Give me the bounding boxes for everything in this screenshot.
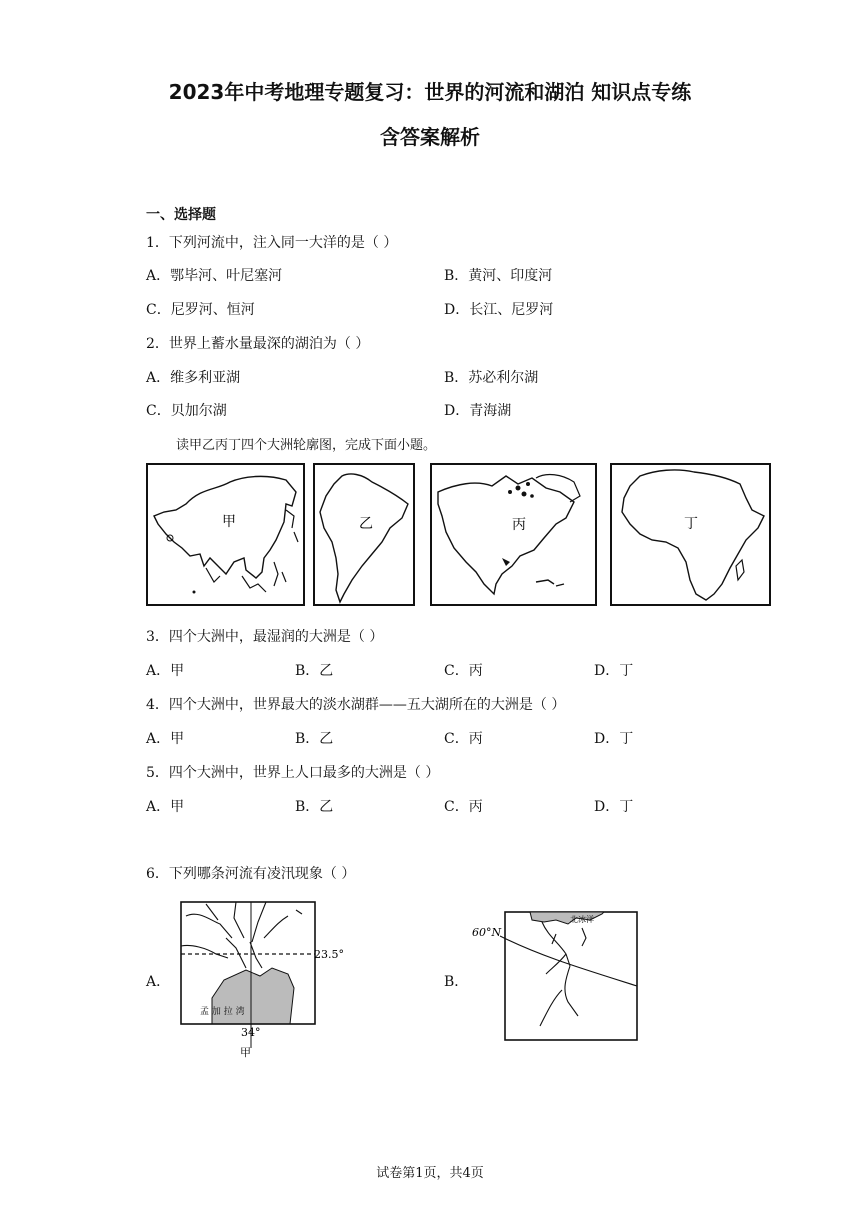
q2-option-a[interactable]: A．维多利亚湖 xyxy=(146,370,241,386)
map-b-latitude-label: 60°N xyxy=(472,926,502,939)
q1-option-c[interactable]: C．尼罗河、恒河 xyxy=(146,302,255,318)
map-option-a-ganges xyxy=(176,898,366,1063)
q4-option-a[interactable]: A．甲 xyxy=(146,731,185,747)
map-continent-jia xyxy=(147,464,304,605)
q5-option-a[interactable]: A．甲 xyxy=(146,799,185,815)
map-a-latitude-label: 23.5° xyxy=(314,948,344,961)
figure-intro: 读甲乙丙丁四个大洲轮廓图，完成下面小题。 xyxy=(176,438,437,453)
label-jia: 甲 xyxy=(222,514,236,530)
doc-title-line1: 2023年中考地理专题复习：世界的河流和湖泊 知识点专练 xyxy=(168,80,692,104)
question-1-stem: 1．下列河流中，注入同一大洋的是（ ） xyxy=(146,235,398,251)
label-ding: 丁 xyxy=(684,516,698,532)
q3-option-d[interactable]: D．丁 xyxy=(594,663,634,679)
question-2-stem: 2．世界上蓄水量最深的湖泊为（ ） xyxy=(146,336,370,352)
q2-option-c[interactable]: C．贝加尔湖 xyxy=(146,403,227,419)
map-a-caption: 甲 xyxy=(240,1046,251,1059)
map-continent-yi xyxy=(314,464,414,605)
q2-option-b[interactable]: B．苏必利尔湖 xyxy=(444,370,539,386)
continent-maps-figure xyxy=(146,462,772,610)
q3-option-c[interactable]: C．丙 xyxy=(444,663,483,679)
q5-option-d[interactable]: D．丁 xyxy=(594,799,634,815)
map-b-ocean-label: 北冰洋 xyxy=(570,915,594,924)
q3-option-a[interactable]: A．甲 xyxy=(146,663,185,679)
q1-option-b[interactable]: B．黄河、印度河 xyxy=(444,268,553,284)
map-continent-bing xyxy=(431,464,596,605)
q4-option-c[interactable]: C．丙 xyxy=(444,731,483,747)
question-5-stem: 5．四个大洲中，世界上人口最多的大洲是（ ） xyxy=(146,765,440,781)
q5-option-b[interactable]: B．乙 xyxy=(295,799,334,815)
q1-option-d[interactable]: D．长江、尼罗河 xyxy=(444,302,554,318)
q2-option-d[interactable]: D．青海湖 xyxy=(444,403,512,419)
label-bing: 丙 xyxy=(512,517,526,533)
page-footer: 试卷第1页，共4页 xyxy=(376,1166,484,1181)
q4-option-d[interactable]: D．丁 xyxy=(594,731,634,747)
question-3-stem: 3．四个大洲中，最湿润的大洲是（ ） xyxy=(146,629,384,645)
map-a-longitude-label: 34° xyxy=(241,1026,261,1039)
q4-option-b[interactable]: B．乙 xyxy=(295,731,334,747)
map-continent-ding xyxy=(611,464,770,605)
doc-title-line2: 含答案解析 xyxy=(380,125,480,149)
question-6-stem: 6．下列哪条河流有凌汛现象（ ） xyxy=(146,866,356,882)
map-a-bay-label: 孟 加 拉 湾 xyxy=(200,1007,245,1017)
q1-option-a[interactable]: A．鄂毕河、叶尼塞河 xyxy=(146,268,283,284)
map-option-b-northern-river xyxy=(470,906,645,1041)
label-yi: 乙 xyxy=(359,516,373,532)
question-4-stem: 4．四个大洲中，世界最大的淡水湖群——五大湖所在的大洲是（ ） xyxy=(146,697,566,713)
section-heading: 一、选择题 xyxy=(146,207,216,223)
q6-option-a[interactable]: A． xyxy=(146,974,171,990)
q3-option-b[interactable]: B．乙 xyxy=(295,663,334,679)
q5-option-c[interactable]: C．丙 xyxy=(444,799,483,815)
q6-option-b[interactable]: B． xyxy=(444,974,469,990)
